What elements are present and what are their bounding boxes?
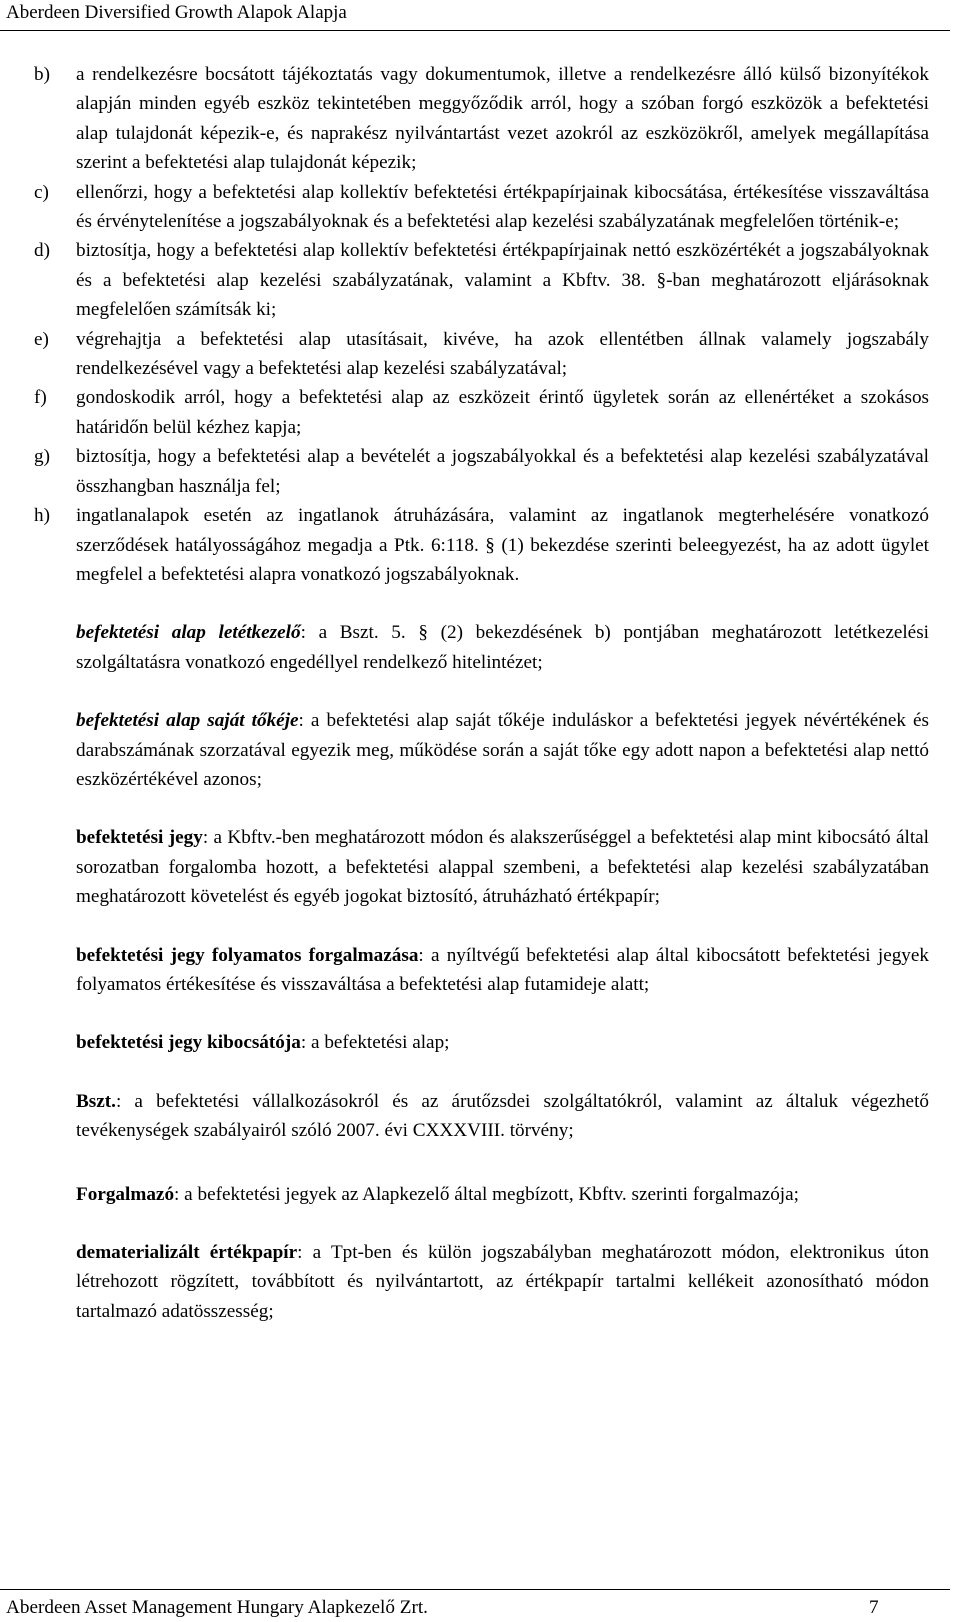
list-item-text: biztosítja, hogy a befektetési alap a bevételét a jogszabályokkal és a befektetési alap kezelési szabályzatával összhangban használja fel; <box>76 446 929 497</box>
footer-company: Aberdeen Asset Management Hungary Alapkezelő Zrt. <box>6 1597 428 1618</box>
definition-text: : a Bszt. 5. § (2) bekezdésének b) pontjában meghatározott letétkezelési szolgáltatásra vonatkozó engedéllyel rendelkező hitelintézet; <box>76 622 929 673</box>
definition-distributor <box>76 1180 929 1209</box>
list-item <box>34 325 929 384</box>
list-item <box>34 442 929 501</box>
definition-investment-unit <box>76 823 929 911</box>
definition-equity <box>76 706 929 794</box>
list-item <box>34 501 929 589</box>
list-item-text: gondoskodik arról, hogy a befektetési alap az eszközeit érintő ügyletek során az ellenértéket a szokásos határidőn belül kézhez kapja; <box>76 387 929 438</box>
list-item-text: ingatlanalapok esetén az ingatlanok átruházására, valamint az ingatlanok megterhelésére vonatkozó szerződések hatályosságához megadja a Ptk. 6:118. § (1) bekezdése szerinti beleegyezést, ha az adott ügylet megfelel a befektetési alapra vonatkozó jogszabályoknak. <box>76 505 929 585</box>
list-item-label: e) <box>34 328 49 350</box>
page-footer <box>0 1589 950 1618</box>
definition-term: befektetési jegy <box>76 827 203 849</box>
list-item <box>34 236 929 324</box>
definition-text: : a Kbftv.-ben meghatározott módon és alakszerűséggel a befektetési alap mint kibocsátó által sorozatban forgalomba hozott, a befektetési alappal szembeni, a befektetési alap kezelési szabályzatában meghatározott követelést és egyéb jogokat biztosító, átruházható értékpapír; <box>76 827 929 908</box>
definition-text: : a befektetési vállalkozásokról és az árutőzsdei szolgáltatókról, valamint az általuk végezhető tevékenységek szabályairól szóló 2007. évi CXXXVIII. törvény; <box>76 1090 929 1142</box>
definition-continuous-distribution <box>76 941 929 1000</box>
definition-depositary <box>76 618 929 677</box>
definition-term: dematerializált értékpapír <box>76 1242 298 1263</box>
list-item-text: a rendelkezésre bocsátott tájékoztatás vagy dokumentumok, illetve a rendelkezésre álló külső bizonyítékok alapján minden egyéb eszköz tekintetében meggyőződik arról, hogy a szóban forgó eszközök a befektetési alap tulajdonát képezik-e, és naprakész nyilvántartást vezet azokról az eszközökről, amelyek megállapítása szerint a befektetési alap tulajdonát képezik; <box>76 64 929 174</box>
definition-term: befektetési alap saját tőkéje <box>76 710 299 732</box>
definition-text: : a nyíltvégű befektetési alap által kibocsátott befektetési jegyek folyamatos értékesítése és visszaváltása a befektetési alap futamideje alatt; <box>76 944 930 995</box>
definition-text: : a befektetési alap; <box>300 1032 450 1054</box>
page-header <box>0 0 950 31</box>
definition-dematerialized-security <box>76 1238 929 1326</box>
definition-term: Forgalmazó <box>76 1183 175 1205</box>
list-item <box>34 178 929 237</box>
definition-bszt <box>76 1087 929 1146</box>
definition-term: befektetési jegy kibocsátója <box>76 1032 301 1054</box>
list-item <box>34 60 929 178</box>
definition-text: : a befektetési alap saját tőkéje induláskor a befektetési jegyek névértékének és darabszámának szorzatával egyezik meg, működése során a saját tőke egy adott napon a befektetési alap nettó eszközértékével azonos; <box>76 710 929 790</box>
definition-term: befektetési jegy folyamatos forgalmazása <box>76 944 419 966</box>
list-item-text: biztosítja, hogy a befektetési alap kollektív befektetési értékpapírjainak nettó eszközértékét a jogszabályoknak és a befektetési alap kezelési szabályzatának, valamint a Kbftv. 38. §-ban meghatározott eljárásoknak megfelelően számítsák ki; <box>76 240 929 321</box>
list-item-label: c) <box>34 181 49 203</box>
list-item-label: b) <box>34 64 50 85</box>
list-item-label: d) <box>34 240 50 262</box>
list-item-text: végrehajtja a befektetési alap utasításait, kivéve, ha azok ellentétben állnak valamely jogszabály rendelkezésével vagy a befektetési alap kezelési szabályzatával; <box>76 328 929 380</box>
definition-term: befektetési alap letétkezelő <box>76 622 301 644</box>
definition-text: : a befektetési jegyek az Alapkezelő által megbízott, Kbftv. szerinti forgalmazója; <box>174 1183 799 1205</box>
list-item-label: f) <box>34 387 47 409</box>
definition-text: : a Tpt-ben és külön jogszabályban meghatározott módon, elektronikus úton létrehozott rögzített, továbbított és nyilvántartott, az értékpapír tartalmi kellékeit azonosítható módon tartalmazó adatösszesség; <box>76 1242 929 1322</box>
list-item <box>34 383 929 442</box>
list-item-label: g) <box>34 446 50 468</box>
definition-issuer <box>76 1028 929 1057</box>
page-number: 7 <box>869 1597 879 1618</box>
header-title: Aberdeen Diversified Growth Alapok Alapja <box>6 2 347 23</box>
list-item-label: h) <box>34 505 50 527</box>
definition-term: Bszt. <box>76 1090 116 1112</box>
list-item-text: ellenőrzi, hogy a befektetési alap kollektív befektetési értékpapírjainak kibocsátása, értékesítése visszaváltása és érvénytelenítése a jogszabályoknak és a befektetési alap kezelési szabályzatának megfelelően történik-e; <box>76 181 929 233</box>
document-body <box>34 60 929 1326</box>
